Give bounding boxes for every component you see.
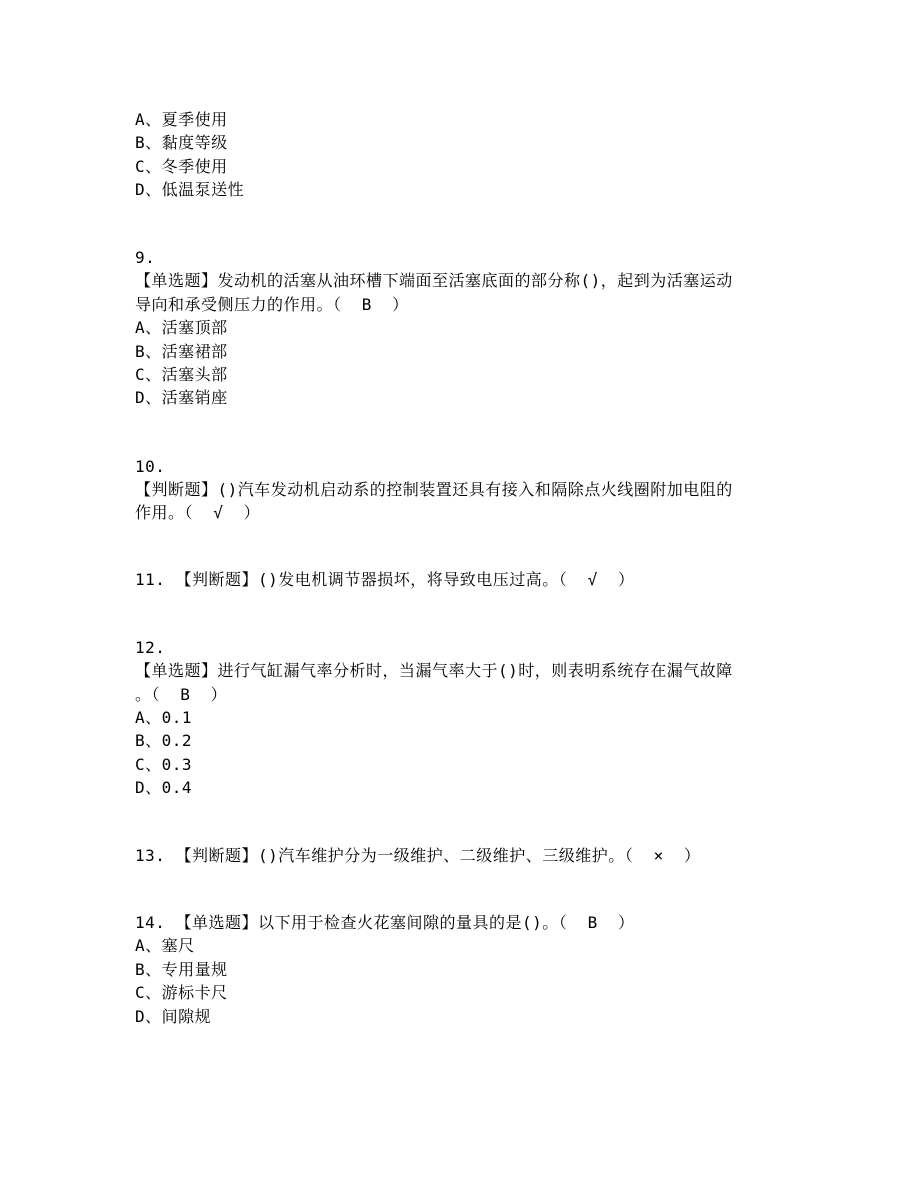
q14-option-b: B、专用量规 xyxy=(135,960,228,979)
q9-stem-line2: 导向和承受侧压力的作用。（ B ） xyxy=(135,295,409,314)
q14-option-d: D、间隙规 xyxy=(135,1007,212,1026)
q12-option-c: C、0.3 xyxy=(135,755,193,774)
q12-option-b: B、0.2 xyxy=(135,731,193,750)
q9-option-d: D、活塞销座 xyxy=(135,388,228,407)
q11-line: 11. 【判断题】()发电机调节器损坏，将导致电压过高。（ √ ） xyxy=(135,570,635,589)
q8-option-c: C、冬季使用 xyxy=(135,157,228,176)
q10-number: 10. xyxy=(135,457,166,476)
q9-option-c: C、活塞头部 xyxy=(135,365,228,384)
q12-stem-line1: 【单选题】进行气缸漏气率分析时，当漏气率大于()时，则表明系统存在漏气故障 xyxy=(135,661,733,680)
q14-line: 14. 【单选题】以下用于检查火花塞间隙的量具的是()。（ B ） xyxy=(135,913,635,932)
q9-number: 9. xyxy=(135,248,156,267)
q13-line: 13. 【判断题】()汽车维护分为一级维护、二级维护、三级维护。（ × ） xyxy=(135,846,701,865)
q14-option-a: A、塞尺 xyxy=(135,936,195,955)
q10-stem-line2: 作用。（ √ ） xyxy=(135,503,261,522)
q10-stem-line1: 【判断题】()汽车发动机启动系的控制装置还具有接入和隔除点火线圈附加电阻的 xyxy=(135,480,733,499)
q9-option-a: A、活塞顶部 xyxy=(135,318,228,337)
q8-option-d: D、低温泵送性 xyxy=(135,180,245,199)
q8-option-b: B、黏度等级 xyxy=(135,133,228,152)
q12-option-a: A、0.1 xyxy=(135,708,193,727)
q12-option-d: D、0.4 xyxy=(135,778,193,797)
q9-stem-line1: 【单选题】发动机的活塞从油环槽下端面至活塞底面的部分称()，起到为活塞运动 xyxy=(135,271,733,290)
q8-option-a: A、夏季使用 xyxy=(135,110,228,129)
q12-stem-line2: 。（ B ） xyxy=(135,685,228,704)
q14-option-c: C、游标卡尺 xyxy=(135,983,228,1002)
q12-number: 12. xyxy=(135,638,166,657)
q9-option-b: B、活塞裙部 xyxy=(135,342,228,361)
